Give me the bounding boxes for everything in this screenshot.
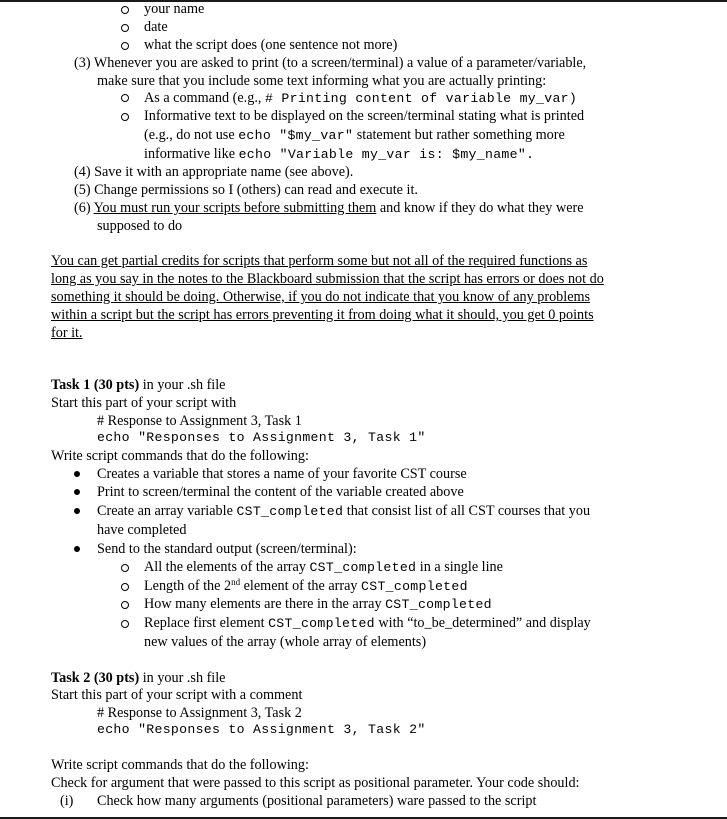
task1-bullet-3-line2: have completed: [97, 522, 187, 538]
text-fragment: in a single line: [419, 559, 503, 575]
notice-line: long as you say in the notes to the Blackboard submission that the script has errors or does not do: [51, 271, 604, 287]
task2-check: Check for argument that were passed to this script as positional parameter. Your code should:: [51, 775, 580, 791]
disc-bullet-icon: [74, 471, 80, 477]
text-fragment: Create an array variable: [97, 503, 233, 519]
text-fragment: element of the array: [243, 578, 358, 594]
task1-sub-4-line2: new values of the array (whole array of elements): [144, 634, 427, 650]
disc-bullet-icon: [74, 489, 80, 495]
task1-title-rest: in your .sh file: [142, 377, 226, 393]
item-6-rest: and know if they do what they were: [379, 200, 584, 216]
disc-bullet-icon: [74, 546, 80, 552]
item-5: (5) Change permissions so I (others) can read and execute it.: [74, 182, 418, 198]
circle-bullet-icon: [121, 6, 129, 14]
circle-bullet-icon: [121, 42, 129, 50]
item-4: (4) Save it with an appropriate name (see above).: [74, 164, 354, 180]
task2-item-i: Check how many arguments (positional parameters) ware passed to the script: [97, 793, 537, 809]
task1-start: Start this part of your script with: [51, 395, 237, 411]
task2-heading: [51, 669, 225, 687]
sub-informative-line1: Informative text to be displayed on the screen/terminal stating what is printed: [144, 108, 585, 124]
task1-bullet-1: Creates a variable that stores a name of your favorite CST course: [97, 466, 467, 482]
sub-command-text: As a command (e.g.,: [144, 90, 262, 106]
notice-line: something it should be doing. Otherwise, if you do not indicate that you know of any problems: [51, 289, 591, 305]
bullet-your-name: your name: [144, 1, 205, 17]
text-fragment: Length of the 2: [144, 578, 232, 594]
text-fragment: (e.g., do not use: [144, 127, 235, 143]
text-fragment: statement but rather something more: [356, 127, 565, 143]
code-cst-completed: CST_completed: [268, 616, 375, 631]
task2-title-rest: in your .sh file: [142, 670, 226, 686]
circle-bullet-icon: [121, 24, 129, 32]
item-3-line1: (3) Whenever you are asked to print (to a screen/terminal) a value of a parameter/variable,: [74, 55, 587, 71]
task1-title: Task 1 (30 pts): [51, 377, 140, 393]
task2-item-i-number: (i): [60, 793, 74, 809]
text-fragment: informative like: [144, 146, 236, 162]
top-border: [0, 0, 727, 2]
item-3-line2: make sure that you include some text informing what you are actually printing:: [97, 73, 547, 89]
task1-bullet-2: Print to screen/terminal the content of the variable created above: [97, 484, 464, 500]
task1-comment: # Response to Assignment 3, Task 1: [97, 413, 302, 429]
disc-bullet-icon: [74, 508, 80, 514]
sub-command-example: [144, 89, 577, 108]
text-fragment: with “to_be_determined” and display: [378, 615, 591, 631]
item-6-number: (6): [74, 200, 91, 216]
task1-write: Write script commands that do the following:: [51, 448, 309, 464]
circle-bullet-icon: [121, 564, 129, 572]
code-echo-variable: echo "Variable my_var is: $my_name".: [238, 147, 535, 162]
code-printing-comment: # Printing content of variable my_var): [264, 91, 578, 106]
task1-bullet-3: [97, 502, 590, 521]
task1-bullet-4: Send to the standard output (screen/terminal):: [97, 541, 357, 557]
circle-bullet-icon: [121, 601, 129, 609]
circle-bullet-icon: [121, 583, 129, 591]
text-fragment: All the elements of the array: [144, 559, 306, 575]
bullet-date: date: [144, 19, 168, 35]
bullet-script-description: what the script does (one sentence not more): [144, 37, 398, 53]
task1-echo: echo "Responses to Assignment 3, Task 1": [97, 430, 426, 445]
code-cst-completed: CST_completed: [236, 504, 344, 519]
task2-title: Task 2 (30 pts): [51, 670, 140, 686]
code-cst-completed: CST_completed: [361, 579, 468, 594]
text-fragment: that consist list of all CST courses that you: [346, 503, 591, 519]
code-echo-myvar: echo "$my_var": [238, 128, 354, 143]
superscript: nd: [231, 577, 241, 587]
notice-line: You can get partial credits for scripts that perform some but not all of the required functions as: [51, 253, 588, 269]
task1-sub-3: [144, 595, 492, 614]
item-6: [74, 199, 584, 217]
task1-sub-1: [144, 558, 503, 577]
code-cst-completed: CST_completed: [385, 597, 492, 612]
task2-start: Start this part of your script with a comment: [51, 687, 303, 703]
circle-bullet-icon: [121, 620, 129, 628]
sub-informative-line2: [144, 126, 565, 145]
item-6-line2: supposed to do: [97, 218, 183, 234]
text-fragment: How many elements are there in the array: [144, 596, 382, 612]
circle-bullet-icon: [121, 113, 129, 121]
task1-heading: [51, 376, 225, 394]
task1-sub-4: [144, 614, 591, 633]
task2-comment: # Response to Assignment 3, Task 2: [97, 705, 302, 721]
code-cst-completed: CST_completed: [309, 560, 417, 575]
sub-informative-line3: [144, 145, 534, 164]
text-fragment: Replace first element: [144, 615, 265, 631]
task2-echo: echo "Responses to Assignment 3, Task 2": [97, 722, 426, 737]
item-6-underlined: You must run your scripts before submitting them: [93, 200, 377, 216]
notice-line: for it.: [51, 325, 83, 341]
task1-sub-2: [144, 577, 468, 596]
task2-write: Write script commands that do the following:: [51, 757, 309, 773]
notice-line: within a script but the script has errors preventing it from doing what it should, you get 0 points: [51, 307, 594, 323]
circle-bullet-icon: [121, 94, 129, 102]
